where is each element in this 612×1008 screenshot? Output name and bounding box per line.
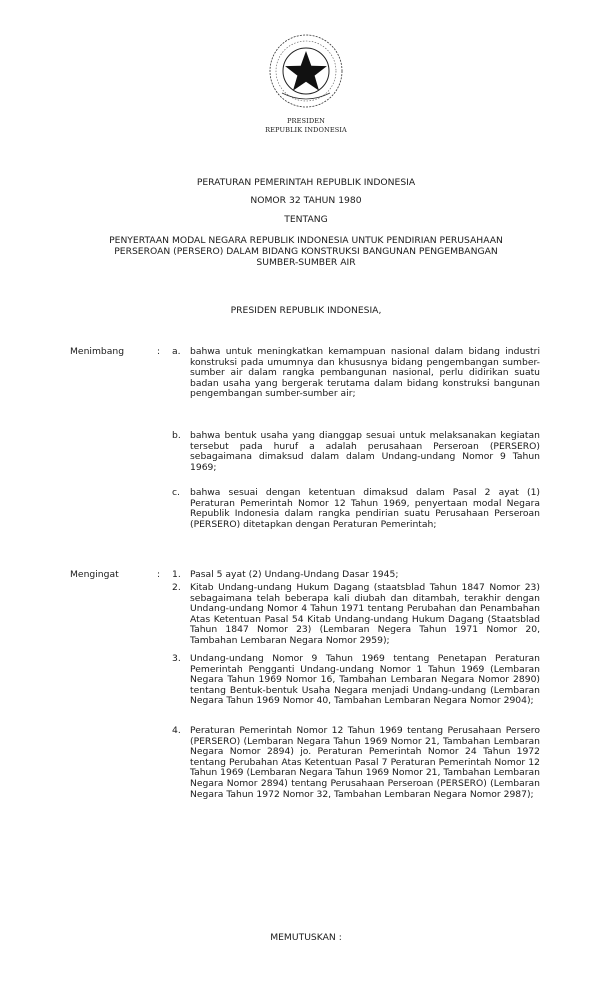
mengingat-marker-1: 1. [172, 569, 181, 580]
menimbang-item-a: bahwa untuk meningkatkan kemampuan nasional dalam bidang industri konstruksi pada umumnya dan khususnya bidang pengembangan sumber-sumber air dalam rangka pembangunan nasional, perlu didirikan suatu badan usaha yang bergerak terutama dalam bidang konstruksi bangunan pengembangan sumber-sumber air; [190, 346, 540, 400]
decision-heading: MEMUTUSKAN : [270, 932, 342, 943]
menimbang-colon: : [157, 346, 161, 357]
mengingat-marker-4: 4. [172, 725, 181, 736]
menimbang-marker-c: c. [172, 487, 180, 498]
regulation-subject-line1: PENYERTAAN MODAL NEGARA REPUBLIK INDONESIA UNTUK PENDIRIAN PERUSAHAAN [109, 235, 503, 246]
mengingat-item-3: Undang-undang Nomor 9 Tahun 1969 tentang Penetapan Peraturan Pemerintah Pengganti Undang-undang Nomor 1 Tahun 1969 (Lembaran Negara Tahun 1969 Nomor 16, Tambahan Lembaran Negara Nomor 2890) tentang Bentuk-bentuk Usaha Negara menjadi Undang-undang (Lembaran Negara Tahun 1969 Nomor 40, Tambahan Lembaran Negara Nomor 2904); [190, 653, 540, 707]
preamble: PRESIDEN REPUBLIK INDONESIA, [230, 305, 382, 316]
regulation-subject-line3: SUMBER-SUMBER AIR [256, 257, 356, 268]
menimbang-label: Menimbang [70, 346, 125, 357]
mengingat-item-1: Pasal 5 ayat (2) Undang-Undang Dasar 1945; [190, 569, 399, 580]
regulation-about: TENTANG [284, 214, 328, 225]
president-label-line2: REPUBLIK INDONESIA [265, 126, 347, 134]
mengingat-item-4: Peraturan Pemerintah Nomor 12 Tahun 1969 tentang Perusahaan Persero (PERSERO) (Lembaran Negara Tahun 1969 Nomor 21, Tambahan Lembaran Negara Nomor 2894) jo. Peraturan Pemerintah Nomor 24 Tahun 1972 tentang Perubahan Atas Ketentuan Pasal 7 Peraturan Pemerintah Nomor 12 Tahun 1969 (Lembaran Negara Tahun 1969 Nomor 21, Tambahan Lembaran Negara Nomor 2894) tentang Perusahaan Perseroan (PERSERO) (Lembaran Negara Tahun 1972 Nomor 32, Tambahan Lembaran Negara Nomor 2987); [190, 725, 540, 800]
mengingat-item-2: Kitab Undang-undang Hukum Dagang (staatsblad Tahun 1847 Nomor 23) sebagaimana telah beberapa kali diubah dan ditambah, terakhir dengan Undang-undang Nomor 4 Tahun 1971 tentang Perubahan dan Penambahan Atas Ketentuan Pasal 54 Kitab Undang-undang Hukum Dagang (Staatsblad Tahun 1847 Nomor 23) (Lembaran Negera Tahun 1971 Nomor 20, Tambahan Lembaran Negara Nomor 2959); [190, 582, 540, 646]
mengingat-label: Mengingat [70, 569, 119, 580]
mengingat-marker-2: 2. [172, 582, 181, 593]
mengingat-marker-3: 3. [172, 653, 181, 664]
regulation-subject-line2: PERSEROAN (PERSERO) DALAM BIDANG KONSTRUKSI BANGUNAN PENGEMBANGAN [114, 246, 498, 257]
menimbang-item-b: bahwa bentuk usaha yang dianggap sesuai untuk melaksanakan kegiatan tersebut pada huruf a adalah perusahaan Perseroan (PERSERO) sebagaimana dimaksud dalam dalam Undang-undang Nomor 9 Tahun 1969; [190, 430, 540, 473]
regulation-title: PERATURAN PEMERINTAH REPUBLIK INDONESIA [196, 177, 416, 188]
regulation-number: NOMOR 32 TAHUN 1980 [250, 195, 362, 206]
menimbang-marker-b: b. [172, 430, 181, 441]
menimbang-marker-a: a. [172, 346, 181, 357]
garuda-star-emblem-icon [268, 33, 344, 109]
mengingat-colon: : [157, 569, 161, 580]
president-label-line1: PRESIDEN [286, 117, 325, 125]
menimbang-item-c: bahwa sesuai dengan ketentuan dimaksud dalam Pasal 2 ayat (1) Peraturan Pemerintah Nomor 12 Tahun 1969, penyertaan modal Negara Republik Indonesia dalam rangka pendirian suatu Perusahaan Perseroan (PERSERO) ditetapkan dengan Peraturan Pemerintah; [190, 487, 540, 530]
